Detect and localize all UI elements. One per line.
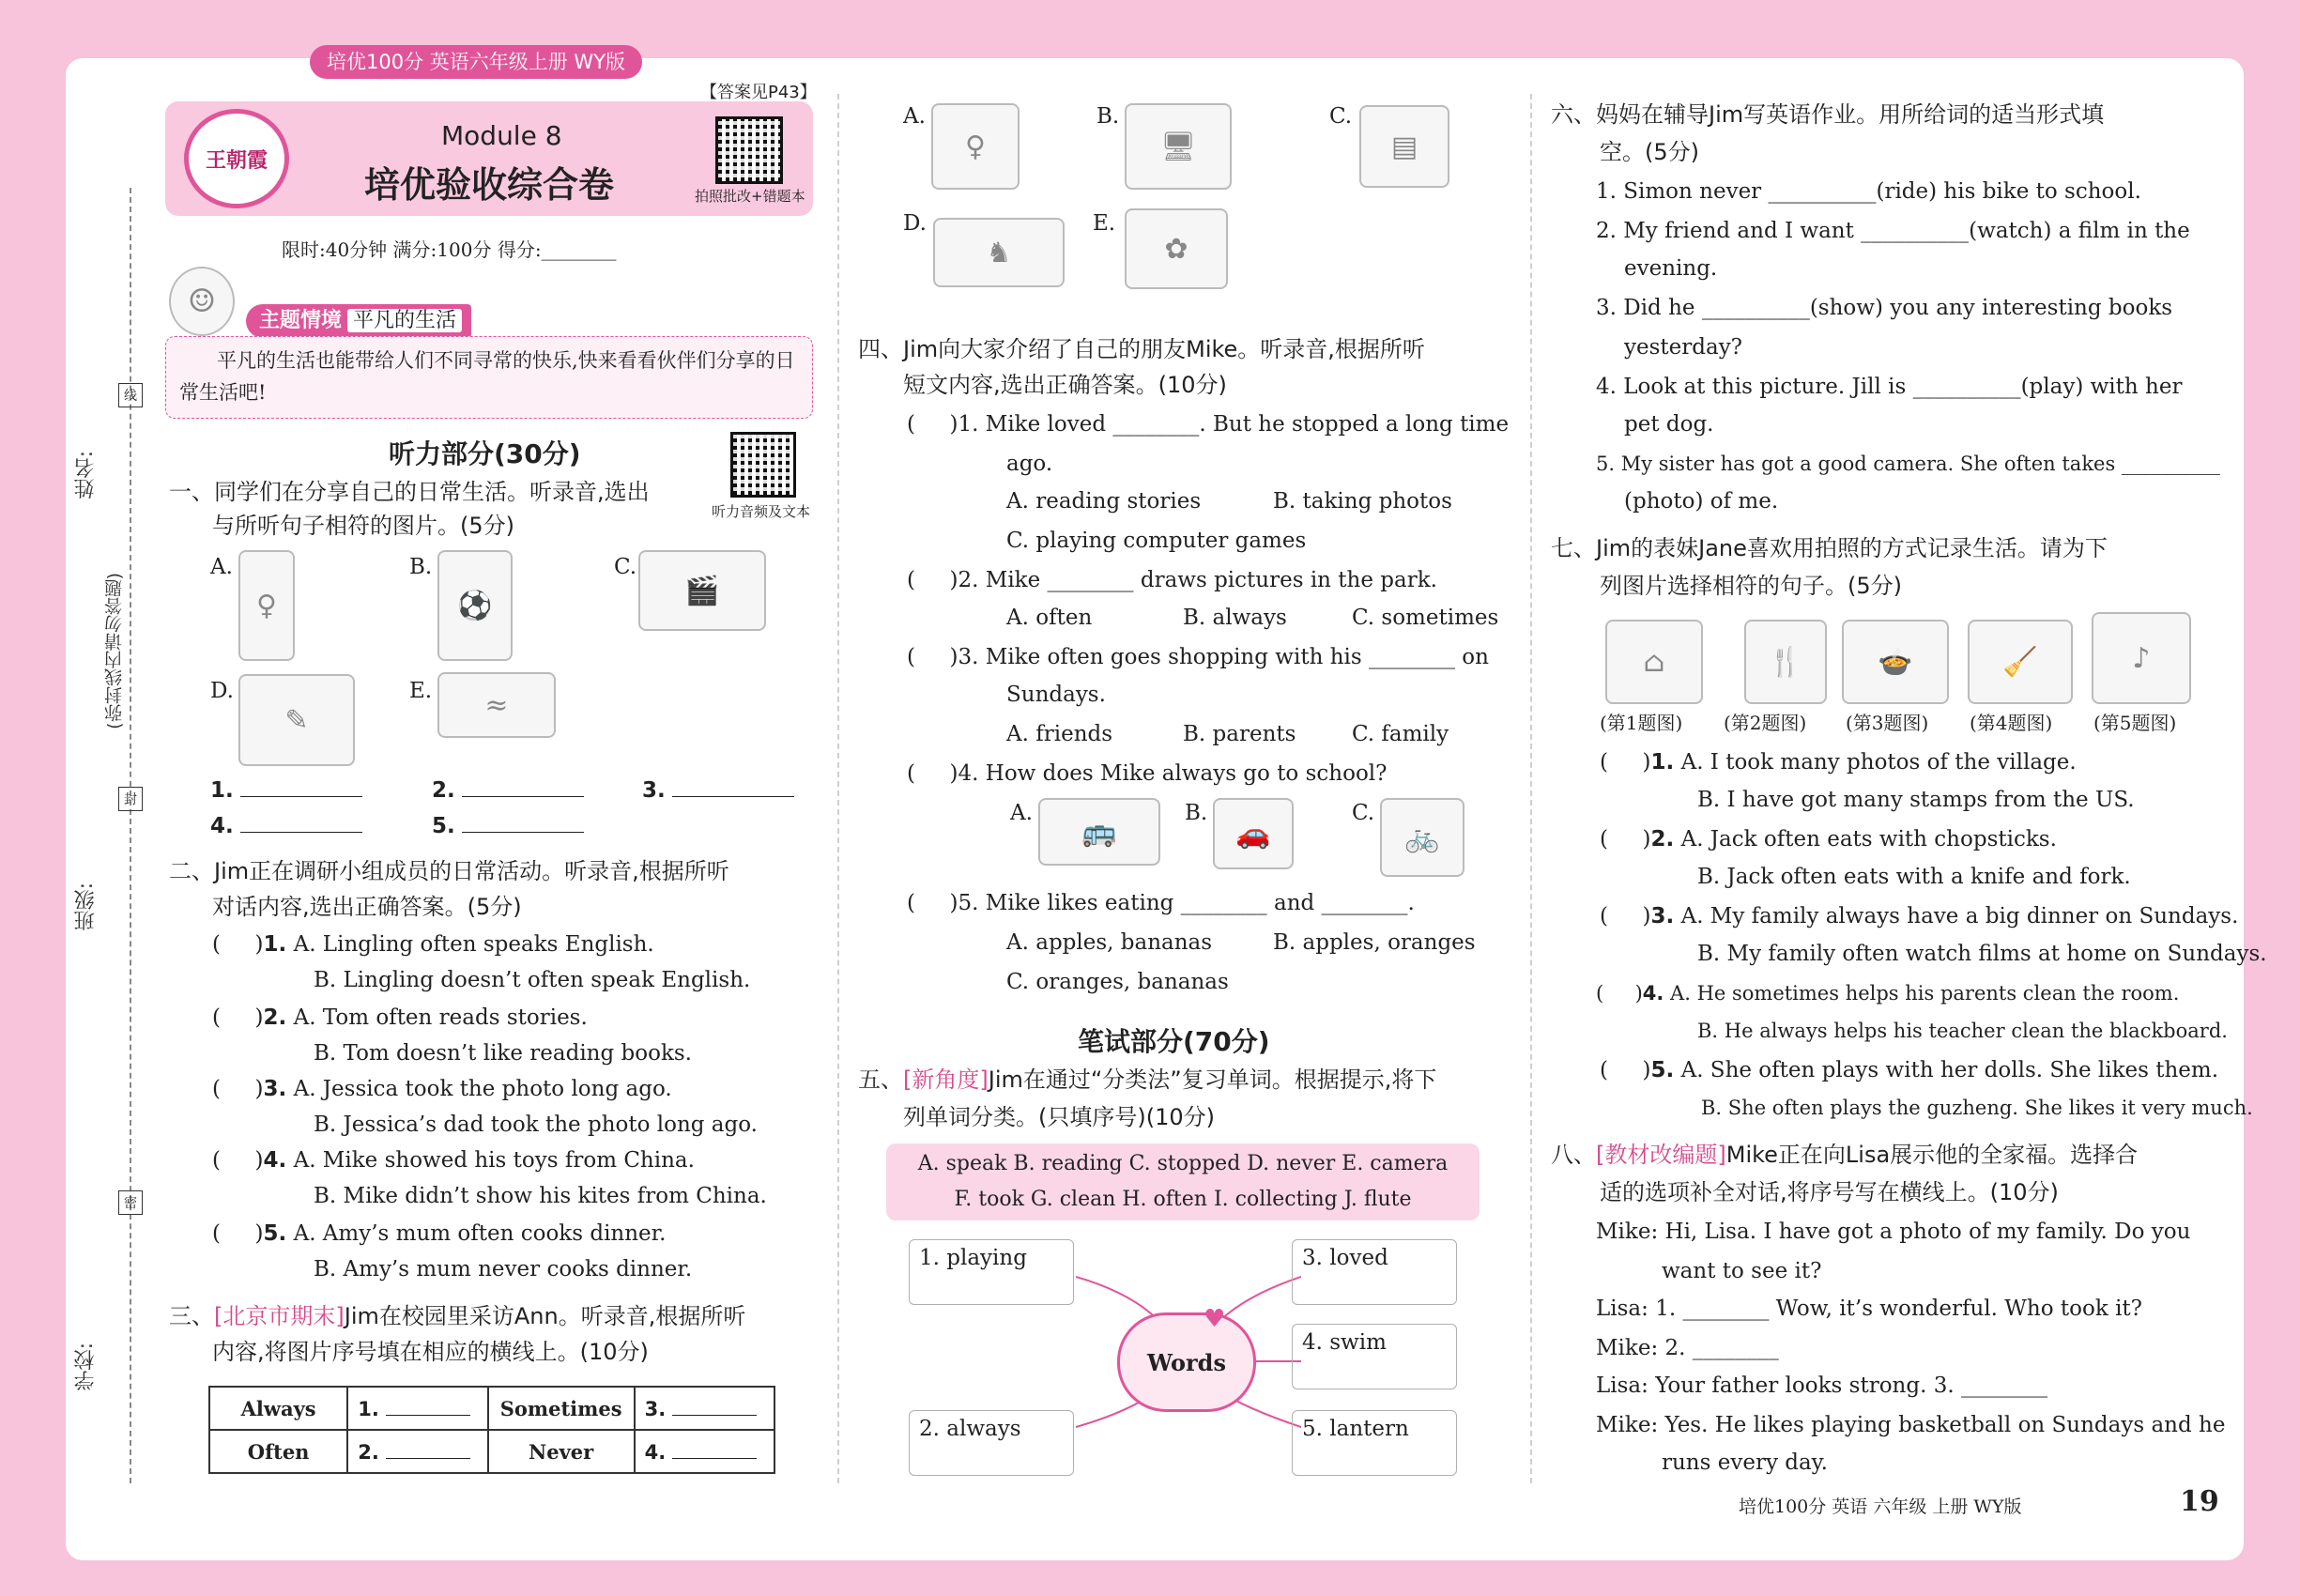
family-dinner-picture-icon: 🍲 bbox=[1842, 620, 1949, 704]
s1-title: 一、同学们在分享自己的日常生活。听录音,选出 bbox=[169, 479, 650, 505]
s8-line: Mike: Yes. He likes playing basketball on Sundays and he bbox=[1596, 1413, 2226, 1437]
page-number: 19 bbox=[2180, 1485, 2219, 1518]
s1-answer-5: 5. bbox=[432, 807, 584, 845]
girl-phone-picture-icon: ♀ bbox=[238, 550, 295, 661]
s5-box-1[interactable]: 1. playing bbox=[909, 1239, 1074, 1305]
table-cell: Often bbox=[209, 1430, 347, 1473]
s3-pic-label: D. bbox=[903, 211, 927, 236]
car-picture-icon: 🚗 bbox=[1213, 798, 1294, 869]
s2-item: ( )2. A. Tom often reads stories. bbox=[212, 1005, 588, 1030]
table-cell[interactable]: 3. bbox=[635, 1387, 774, 1430]
s3-title: 三、[北京市期末]Jim在校园里采访Ann。听录音,根据所听 bbox=[169, 1303, 746, 1329]
s5-box-3[interactable]: 3. loved bbox=[1292, 1239, 1457, 1305]
s5-title: 五、[新角度]Jim在通过“分类法”复习单词。根据提示,将下 bbox=[858, 1067, 1437, 1093]
s5-words-row: A. speak B. reading C. stopped D. never E. camera bbox=[917, 1152, 1449, 1175]
s2-item: ( )4. A. Mike showed his toys from China. bbox=[212, 1148, 695, 1173]
swimming-picture-icon: ≈ bbox=[437, 672, 556, 738]
s4-q1b: ago. bbox=[1006, 452, 1053, 476]
s3-pic-label: A. bbox=[903, 104, 926, 129]
s6-line: 2. My friend and I want __________(watch) a film in the bbox=[1596, 219, 2190, 243]
time-info: 限时:40分钟 满分:100分 得分:________ bbox=[282, 238, 617, 261]
words-cloud: Words bbox=[1117, 1312, 1256, 1412]
table-cell: Always bbox=[209, 1387, 347, 1430]
s8-line: Mike: Hi, Lisa. I have got a photo of my family. Do you bbox=[1596, 1220, 2191, 1244]
s7-item: ( )1. A. I took many photos of the village. bbox=[1600, 750, 2077, 775]
s4-title2: 短文内容,选出正确答案。(10分) bbox=[903, 372, 1227, 398]
s8-line: runs every day. bbox=[1662, 1450, 1828, 1475]
cupboard-picture-icon: ▤ bbox=[1359, 105, 1449, 188]
book-badge: 培优100分 英语六年级上册 WY版 bbox=[310, 45, 642, 79]
connector bbox=[1217, 1277, 1301, 1324]
s4-option: B. bbox=[1185, 801, 1208, 825]
s4-option: B. taking photos bbox=[1273, 489, 1452, 514]
s7-caption: (第5题图) bbox=[2093, 712, 2177, 734]
theme-intro: 平凡的生活也能带给人们不同寻常的快乐,快来看看伙伴们分享的日常生活吧! bbox=[165, 336, 813, 419]
s7-item-b: B. Jack often eats with a knife and fork. bbox=[1697, 865, 2131, 889]
theme-topic: 平凡的生活 bbox=[347, 309, 462, 332]
s1-title2: 与所听句子相符的图片。(5分) bbox=[212, 513, 514, 539]
village-picture-icon: ⌂ bbox=[1605, 620, 1703, 704]
s7-item-b: B. He always helps his teacher clean the blackboard. bbox=[1697, 1020, 2228, 1042]
s2-item: ( )5. A. Amy’s mum often cooks dinner. bbox=[212, 1221, 667, 1246]
table-cell: Never bbox=[488, 1430, 635, 1473]
s4-option: B. parents bbox=[1183, 722, 1296, 746]
s2-item-b: B. Mike didn’t show his kites from China. bbox=[314, 1184, 767, 1208]
s4-option: C. oranges, bananas bbox=[1006, 970, 1229, 994]
s8-line: Lisa: Your father looks strong. 3. ________ bbox=[1596, 1373, 2047, 1398]
s3-pic-label: B. bbox=[1096, 104, 1120, 129]
s7-item: ( )2. A. Jack often eats with chopsticks. bbox=[1600, 827, 2057, 852]
s7-item-b: B. She often plays the guzheng. She likes it very much. bbox=[1701, 1097, 2253, 1119]
s6-line: 3. Did he __________(show) you any interesting books bbox=[1596, 296, 2173, 320]
s1-pic-label: C. bbox=[614, 555, 637, 579]
s1-pic-label: B. bbox=[409, 555, 433, 579]
girl-football-picture-icon: ⚽ bbox=[437, 550, 513, 661]
s4-option: C. bbox=[1352, 801, 1375, 825]
s5-words-row: F. took G. clean H. often I. collecting J. flute bbox=[954, 1188, 1412, 1211]
heart-icon: ♥ bbox=[1204, 1305, 1226, 1333]
bus-picture-icon: 🚌 bbox=[1038, 798, 1160, 866]
s3-pic-label: E. bbox=[1093, 211, 1116, 236]
s4-q3b: Sundays. bbox=[1006, 683, 1106, 707]
s8-line: want to see it? bbox=[1662, 1259, 1822, 1283]
s6-line: 4. Look at this picture. Jill is __________(play) with her bbox=[1596, 375, 2183, 399]
class-label: 班级: bbox=[74, 882, 98, 931]
s1-answer-3: 3. bbox=[642, 772, 794, 809]
audio-qr-icon[interactable] bbox=[730, 432, 796, 498]
s8-line: Mike: 2. ________ bbox=[1596, 1336, 1779, 1360]
teacher-avatar-icon: ☺ bbox=[169, 267, 235, 336]
s5-box-2[interactable]: 2. always bbox=[909, 1410, 1074, 1476]
s7-item: ( )3. A. My family always have a big dinner on Sundays. bbox=[1600, 904, 2239, 928]
table-cell[interactable]: 4. bbox=[635, 1430, 774, 1473]
s4-option: A. apples, bananas bbox=[1006, 930, 1213, 955]
module-title: Module 8 bbox=[441, 120, 562, 151]
theme-label: 主题情境 bbox=[259, 309, 343, 332]
s7-caption: (第4题图) bbox=[1970, 712, 2053, 734]
s3-title2: 内容,将图片序号填在相应的横线上。(10分) bbox=[212, 1339, 649, 1365]
blackboard-picture-icon: ✎ bbox=[238, 674, 355, 766]
s5-box-4[interactable]: 4. swim bbox=[1292, 1324, 1457, 1389]
butterfly-net-picture-icon: ✿ bbox=[1125, 208, 1228, 289]
s4-option: A. friends bbox=[1006, 722, 1113, 746]
s7-item: ( )4. A. He sometimes helps his parents clean the room. bbox=[1596, 982, 2180, 1005]
s6-line: evening. bbox=[1624, 256, 1718, 281]
s7-item-b: B. I have got many stamps from the US. bbox=[1697, 788, 2135, 812]
s4-option: A. often bbox=[1006, 606, 1093, 630]
s4-option: A. bbox=[1010, 801, 1033, 825]
school-label: 学校: bbox=[74, 1343, 98, 1391]
s5-box-5[interactable]: 5. lantern bbox=[1292, 1410, 1457, 1476]
seal-mark-seal2: 密 bbox=[118, 1190, 143, 1215]
table-cell[interactable]: 1. bbox=[347, 1387, 487, 1430]
girl-doll-picture-icon: ♀ bbox=[931, 103, 1020, 190]
s2-title: 二、Jim正在调研小组成员的日常活动。听录音,根据所听 bbox=[169, 858, 729, 884]
footer-text: 培优100分 英语 六年级 上册 WY版 bbox=[1739, 1496, 2022, 1517]
s4-option: C. playing computer games bbox=[1006, 529, 1307, 553]
s4-q5: ( )5. Mike likes eating ________ and ________. bbox=[907, 891, 1415, 915]
paper-title: 培优验收综合卷 bbox=[364, 164, 615, 206]
s6-title2: 空。(5分) bbox=[1600, 139, 1699, 165]
s4-title: 四、Jim向大家介绍了自己的朋友Mike。听录音,根据所听 bbox=[858, 336, 1425, 362]
brand-logo: 王朝霞 bbox=[184, 109, 289, 208]
seal-mark-line: 线 bbox=[118, 383, 143, 407]
qr-caption: 拍照批改+错题本 bbox=[695, 188, 805, 205]
s7-title: 七、Jim的表妹Jane喜欢用拍照的方式记录生活。请为下 bbox=[1551, 535, 2108, 561]
theme-tag bbox=[246, 304, 471, 338]
s4-q4: ( )4. How does Mike always go to school? bbox=[907, 761, 1388, 786]
seal-line bbox=[130, 188, 131, 1483]
s7-caption: (第3题图) bbox=[1846, 712, 1929, 734]
s2-item-b: B. Amy’s mum never cooks dinner. bbox=[314, 1257, 693, 1281]
column-divider bbox=[1530, 94, 1532, 1483]
s7-caption: (第1题图) bbox=[1600, 712, 1683, 734]
s6-line: yesterday? bbox=[1624, 335, 1743, 360]
cleaning-picture-icon: 🧹 bbox=[1968, 620, 2073, 704]
s8-title: 八、[教材改编题]Mike正在向Lisa展示他的全家福。选择合 bbox=[1551, 1142, 2139, 1168]
s4-q3: ( )3. Mike often goes shopping with his ________ on bbox=[907, 645, 1489, 669]
s7-item: ( )5. A. She often plays with her dolls. She likes them. bbox=[1600, 1058, 2219, 1082]
answer-ref: 【答案见P43】 bbox=[700, 83, 817, 102]
s4-q1: ( )1. Mike loved ________. But he stopped a long time bbox=[907, 412, 1510, 437]
s2-item-b: B. Tom doesn’t like reading books. bbox=[314, 1041, 692, 1066]
s1-pic-label: D. bbox=[210, 679, 234, 703]
name-label: 姓名: bbox=[74, 451, 98, 499]
computer-picture-icon: 🖥 bbox=[1125, 103, 1232, 190]
s1-answer-1: 1. bbox=[210, 772, 362, 809]
s8-title2: 适的选项补全对话,将序号写在横线上。(10分) bbox=[1600, 1179, 2059, 1205]
s7-item-b: B. My family often watch films at home on Sundays. bbox=[1697, 942, 2267, 966]
eating-picture-icon: 🍴 bbox=[1744, 620, 1827, 704]
guzheng-picture-icon: ♪ bbox=[2092, 612, 2191, 704]
audio-qr-caption: 听力音频及文本 bbox=[712, 503, 811, 520]
s5-title2: 列单词分类。(只填序号)(10分) bbox=[903, 1104, 1215, 1130]
s5-word-bank bbox=[886, 1143, 1480, 1220]
cinema-picture-icon: 🎬 bbox=[638, 550, 766, 631]
s1-answer-2: 2. bbox=[432, 772, 584, 809]
s4-option: C. family bbox=[1352, 722, 1449, 746]
s1-pic-label: E. bbox=[409, 679, 433, 703]
s2-item-b: B. Lingling doesn’t often speak English. bbox=[314, 968, 751, 992]
s1-answer-4: 4. bbox=[210, 807, 362, 845]
chess-picture-icon: ♞ bbox=[933, 218, 1065, 287]
s6-line: 1. Simon never __________(ride) his bike to school. bbox=[1596, 179, 2141, 204]
column-divider bbox=[837, 94, 839, 1483]
s4-option: B. apples, oranges bbox=[1273, 930, 1476, 955]
s4-option: A. reading stories bbox=[1006, 489, 1202, 514]
s6-title: 六、妈妈在辅导Jim写英语作业。用所给词的适当形式填 bbox=[1551, 101, 2105, 128]
seal-notice: (弥封线内请勿答题) bbox=[104, 573, 125, 729]
s4-option: C. sometimes bbox=[1352, 606, 1499, 630]
s6-line: pet dog. bbox=[1624, 412, 1714, 437]
s6-line: (photo) of me. bbox=[1624, 489, 1779, 514]
s2-title2: 对话内容,选出正确答案。(5分) bbox=[212, 894, 522, 920]
s8-line: Lisa: 1. ________ Wow, it’s wonderful. Who took it? bbox=[1596, 1297, 2143, 1321]
qr-code-icon[interactable] bbox=[715, 116, 783, 184]
seal-mark-seal: 封 bbox=[118, 787, 143, 811]
s6-line: 5. My sister has got a good camera. She often takes __________ bbox=[1596, 453, 2220, 475]
listening-title: 听力部分(30分) bbox=[389, 438, 581, 469]
s4-option: B. always bbox=[1183, 606, 1287, 630]
s3-pic-label: C. bbox=[1329, 104, 1353, 129]
table-cell[interactable]: 2. bbox=[347, 1430, 487, 1473]
bike-picture-icon: 🚲 bbox=[1380, 798, 1464, 877]
writing-title: 笔试部分(70分) bbox=[1078, 1026, 1270, 1057]
table-cell: Sometimes bbox=[488, 1387, 635, 1430]
s3-table bbox=[208, 1386, 775, 1474]
s2-item-b: B. Jessica’s dad took the photo long ago. bbox=[314, 1113, 758, 1137]
s4-q2: ( )2. Mike ________ draws pictures in the park. bbox=[907, 568, 1437, 592]
s7-title2: 列图片选择相符的句子。(5分) bbox=[1600, 573, 1902, 599]
s7-caption: (第2题图) bbox=[1724, 712, 1807, 734]
s2-item: ( )3. A. Jessica took the photo long ago. bbox=[212, 1077, 672, 1101]
s2-item: ( )1. A. Lingling often speaks English. bbox=[212, 932, 654, 957]
s1-pic-label: A. bbox=[210, 555, 233, 579]
